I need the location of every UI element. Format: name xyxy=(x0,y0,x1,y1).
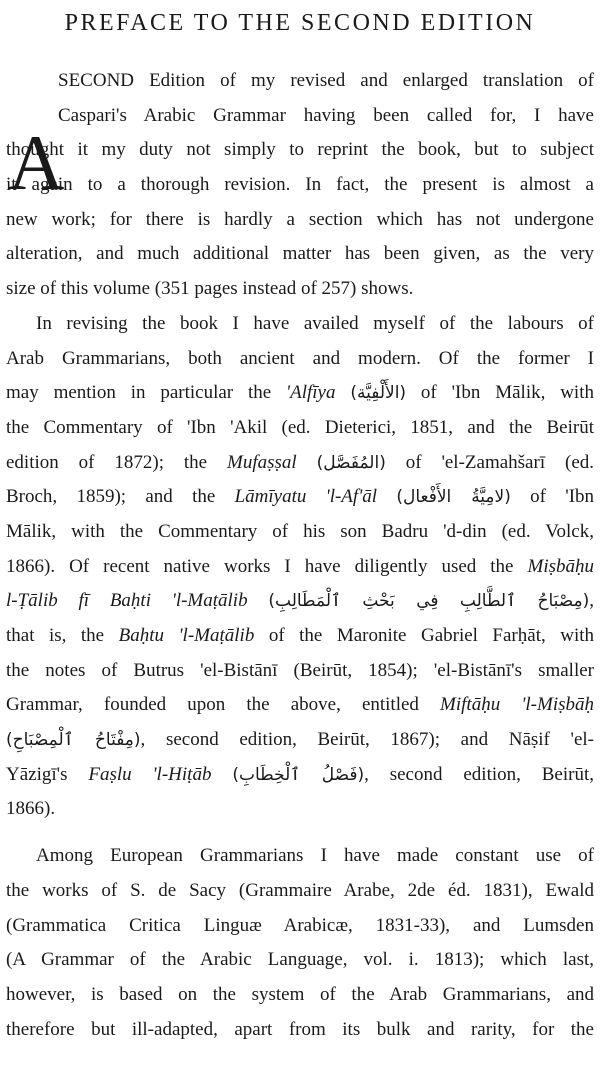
text-run: of the Maronite Gabriel Farḥāt, with xyxy=(254,625,594,646)
text-line: 1866). xyxy=(6,798,56,820)
text-run: , second edition, Beirūt, xyxy=(364,763,594,785)
text-line: Caspari's Arabic Grammar having been called for, I have xyxy=(58,104,594,126)
text-line: thought it my duty not simply to reprint the book, but to subject xyxy=(6,139,594,161)
text-run: that is, the xyxy=(6,625,119,646)
text-line: new work; for there is hardly a section which has not undergone xyxy=(6,208,594,230)
paragraph-3 xyxy=(6,839,594,1047)
drop-cap: A xyxy=(8,119,65,206)
text-run: of 'Ibn Mālik, with xyxy=(406,382,594,404)
text-run: of 'el-Zamahšarī (ed. xyxy=(385,451,594,473)
text-line: Among European Grammarians I have made constant use of xyxy=(36,845,594,867)
text-line: the works of S. de Sacy (Grammaire Arabe, 2de éd. 1831), Ewald xyxy=(6,879,594,901)
italic-title: Faṣlu 'l-Hiṭāb xyxy=(88,763,212,785)
text-line xyxy=(6,619,594,654)
text-run: , xyxy=(589,590,594,612)
text-line xyxy=(6,723,594,758)
text-line: (A Grammar of the Arabic Language, vol. i. 1813); which last, xyxy=(6,949,594,971)
text-line: therefore but ill-adapted, apart from its bulk and rarity, for the xyxy=(6,1018,594,1040)
text-line: In revising the book I have availed myself of the labours of xyxy=(36,312,594,334)
arabic-text: (مِفْتَاحُ ٱلْمِصْبَاحِ) xyxy=(6,730,141,751)
text-line: it again to a thorough revision. In fact, the present is almost a xyxy=(6,174,594,196)
text-run: 1866). Of recent native works I have diligently used the xyxy=(6,555,528,577)
italic-title: Lāmīyatu 'l-Af'āl xyxy=(234,486,378,508)
italic-title: l-Ṭālib fī Baḥti 'l-Maṭālib xyxy=(6,590,248,612)
page-title: PREFACE TO THE SECOND EDITION xyxy=(64,10,536,36)
text-line xyxy=(6,758,594,793)
document-page xyxy=(0,6,600,1086)
text-line: the Commentary of 'Ibn 'Akil (ed. Dieterici, 1851, and the Beirūt xyxy=(6,416,594,438)
text-run: , second edition, Beirūt, 1867); and Nāṣif 'el- xyxy=(140,729,594,751)
text-line: Mālik, with the Commentary of his son Badru 'd-din (ed. Volck, xyxy=(6,520,594,542)
text-line: alteration, and much additional matter has been given, as the very xyxy=(6,243,594,265)
text-line xyxy=(6,550,594,585)
arabic-text: (مِصْبَاحُ ٱلطَّالِبِ فِي بَحْثِ ٱلْمَطَالِبِ) xyxy=(268,591,590,612)
text-line xyxy=(6,688,594,723)
arabic-text: (لامِيَّةُ الأَفْعال) xyxy=(396,487,511,508)
arabic-text: (المُفَصَّل) xyxy=(316,452,386,473)
arabic-text: (فَصْلُ ٱلْخِطَابِ) xyxy=(232,764,365,785)
text-line: size of this volume (351 pages instead of 257) shows. xyxy=(6,278,414,300)
text-line xyxy=(6,376,594,411)
text-line: (Grammatica Critica Linguæ Arabicæ, 1831-33), and Lumsden xyxy=(6,914,594,936)
text-run: edition of 1872); the xyxy=(6,451,228,473)
text-run: may mention in particular the xyxy=(6,382,287,404)
text-line: however, is based on the system of the Arab Grammarians, and xyxy=(6,983,594,1005)
text-line xyxy=(6,446,594,481)
text-line: the notes of Butrus 'el-Bistānī (Beirūt, 1854); 'el-Bistānī's smaller xyxy=(6,659,594,681)
italic-title: 'Alfīya xyxy=(286,382,336,404)
text-line: Arab Grammarians, both ancient and modern. Of the former I xyxy=(6,347,594,369)
paragraph-2 xyxy=(6,307,594,827)
text-line: SECOND Edition of my revised and enlarged translation of xyxy=(58,70,594,91)
text-run: Grammar, founded upon the above, entitled xyxy=(6,694,441,716)
paragraph-1-cont xyxy=(6,133,594,306)
text-run: Yāzigī's xyxy=(6,763,89,785)
italic-title: Baḥtu 'l-Maṭālib xyxy=(118,625,255,646)
text-run: of 'Ibn xyxy=(510,486,594,508)
text-line xyxy=(6,584,594,619)
italic-title: Miftāḥu 'l-Miṣbāḥ xyxy=(440,694,594,716)
arabic-text: (الأَلْفِيَّة) xyxy=(350,383,407,404)
text-run: Broch, 1859); and the xyxy=(6,486,235,508)
italic-title: Miṣbāḥu xyxy=(527,555,594,577)
text-line xyxy=(6,480,594,515)
italic-title: Mufaṣṣal xyxy=(227,451,297,473)
